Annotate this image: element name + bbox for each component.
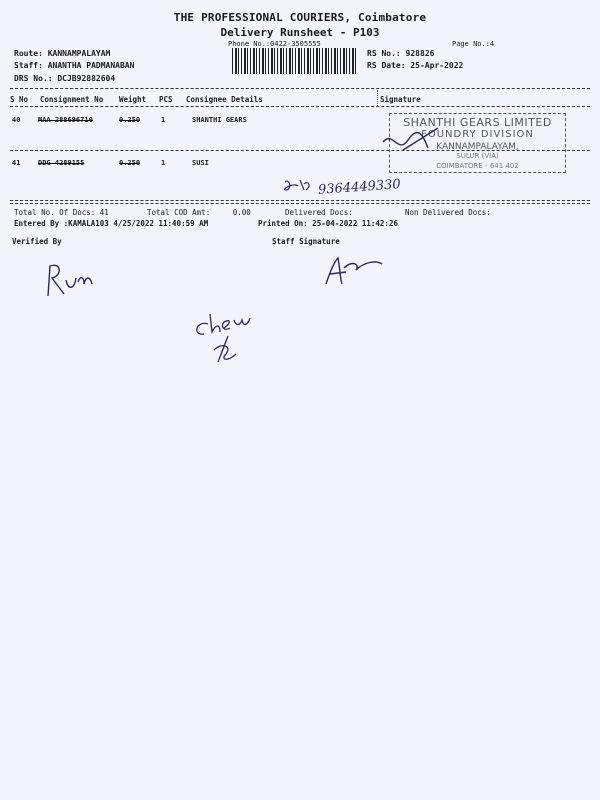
drs-label: DRS No.:: [14, 74, 53, 83]
col-sno: S No: [10, 95, 29, 104]
row-pcs: 1: [161, 116, 166, 124]
drs-row: [14, 74, 115, 83]
route-value: KANNAMPALAYAM: [47, 49, 111, 58]
row-sno: 40: [12, 116, 21, 124]
cod-value: 0.00: [232, 208, 251, 217]
row-weight: 0.250: [119, 159, 141, 167]
rs-no-label: RS No.:: [367, 49, 401, 58]
stamp-line: COIMBATORE - 641 402: [436, 162, 519, 170]
rs-date-row: [367, 61, 463, 70]
document-title: THE PROFESSIONAL COURIERS, Coimbatore: [173, 11, 427, 24]
stamp-signature: [378, 120, 448, 165]
col-weight: Weight: [119, 95, 147, 104]
total-docs-label: Total No. Of Docs:: [14, 208, 96, 217]
staff-label: Staff:: [14, 61, 43, 70]
drs-value: DCJB92882604: [57, 74, 116, 83]
printed-on: Printed On: 25-04-2022 11:42:26: [258, 219, 398, 228]
rs-no-value: 928826: [405, 49, 435, 58]
page-number: Page No.:4: [452, 40, 495, 48]
staff-row: [14, 61, 134, 70]
handwritten-phone: 9364449330: [317, 177, 402, 198]
staff-value: ANANTHA PADMANABAN: [47, 61, 135, 70]
route-row: [14, 49, 110, 58]
row-pcs: 1: [161, 159, 166, 167]
cod-amount: [147, 208, 251, 217]
entered-by: Entered By :KAMALA103 4/25/2022 11:40:59 AM: [14, 219, 209, 228]
stamp-line: SULUR (VIA): [456, 152, 499, 160]
row-consignment: MAA 288696710: [38, 116, 93, 124]
staff-signature: [320, 254, 390, 290]
row-sno: 41: [12, 159, 21, 167]
staff-signature-label: Staff Signature: [272, 237, 340, 246]
cod-label: Total COD Amt:: [147, 208, 211, 217]
total-docs-value: 41: [99, 208, 109, 217]
footer-top-rule-2: [10, 203, 590, 204]
row-consignment: DDG 4289155: [38, 159, 85, 167]
total-docs: [14, 208, 109, 217]
barcode: [232, 48, 356, 74]
col-pcs: PCS: [159, 95, 173, 104]
col-consignee: Consignee Details: [186, 95, 263, 104]
row-consignee: SUSI: [192, 159, 209, 167]
handwritten-mark: [282, 176, 314, 196]
middle-signature: [188, 284, 258, 369]
col-consignment: Consignment No: [40, 95, 104, 104]
header-bottom-rule: [10, 106, 590, 107]
document-subtitle: Delivery Runsheet - P103: [220, 26, 380, 39]
route-label: Route:: [14, 49, 43, 58]
rs-date-value: 25-Apr-2022: [410, 61, 464, 70]
stamp-line: KANNAMPALAYAM,: [436, 142, 519, 152]
footer-top-rule: [10, 200, 590, 201]
phone-number: Phone No.:0422-3505555: [228, 40, 321, 48]
verified-signature: [40, 258, 100, 303]
verified-by-label: Verified By: [12, 237, 62, 246]
delivered-docs-label: Delivered Docs:: [285, 208, 353, 217]
non-delivered-docs-label: Non Delivered Docs:: [405, 208, 491, 217]
col-signature: Signature: [380, 95, 421, 104]
row-weight: 0.250: [119, 116, 141, 124]
rs-no-row: [367, 49, 434, 58]
rs-date-label: RS Date:: [367, 61, 406, 70]
row-consignee: SHANTHI GEARS: [192, 116, 247, 124]
column-divider: [377, 90, 378, 106]
table-top-rule: [10, 88, 590, 89]
stamp-line: SHANTHI GEARS LIMITED: [403, 116, 552, 129]
stamp-line: FOUNDRY DIVISION: [421, 129, 534, 140]
